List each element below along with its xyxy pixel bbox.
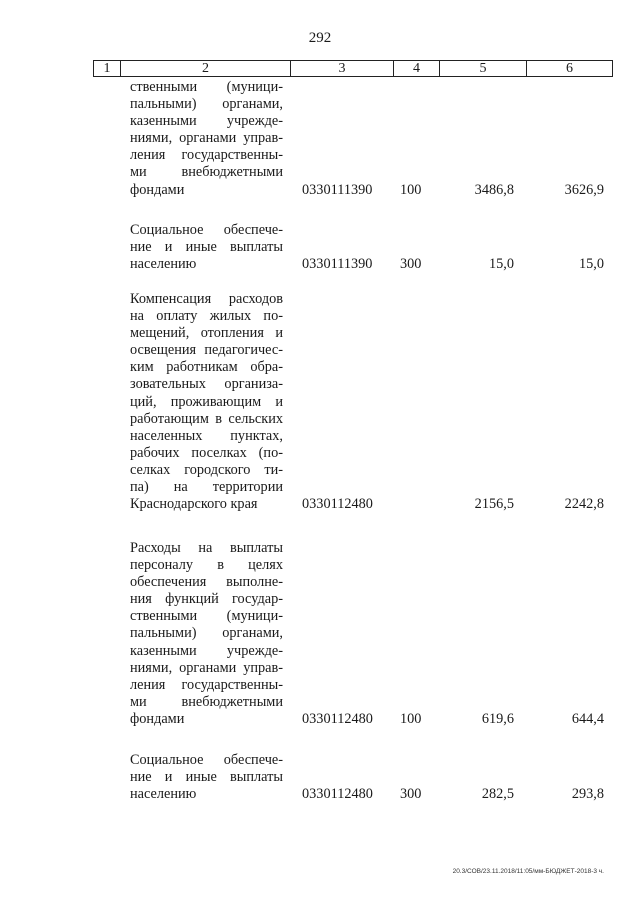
document-footer: 20.3/СОВ/23.11.2018/11:05/мм-БЮДЖЕТ-2018-3 ч.	[452, 868, 604, 875]
row-value-2019: 282,5	[481, 786, 514, 803]
row-description: Социальное обеспече- ние и иные выплаты населению	[130, 752, 283, 803]
row-value-2020: 3626,9	[564, 181, 604, 198]
row-value-2019: 15,0	[488, 256, 514, 273]
row-expense-type: 100	[400, 181, 422, 198]
row-value-2019: 3486,8	[474, 181, 514, 198]
row-code: 0330112480	[302, 496, 373, 513]
row-code: 0330111390	[302, 181, 373, 198]
column-header-1: 1	[94, 61, 121, 76]
row-code: 0330111390	[302, 256, 373, 273]
row-code: 0330112480	[302, 786, 373, 803]
row-value-2020: 293,8	[571, 786, 604, 803]
page-number: 292	[308, 30, 332, 46]
row-description: Социальное обеспече- ние и иные выплаты населению	[130, 222, 283, 273]
row-description: ственными (муници- пальными) органами, казенными учрежде- ниями, органами управ- ления государственны- ми внебюджетными фондами	[130, 79, 283, 198]
row-code: 0330112480	[302, 711, 373, 727]
column-header-4: 4	[394, 61, 440, 76]
row-value-2019: 619,6	[481, 711, 514, 727]
column-header-6: 6	[566, 61, 573, 76]
row-expense-type: 300	[400, 786, 422, 803]
row-value-2020: 644,4	[571, 711, 604, 727]
row-value-2020: 15,0	[578, 256, 604, 273]
row-description: Компенсация расходов на оплату жилых по- мещений, отопления и освещения педагогичес- ким работникам обра- зовательных организа- ций, проживающим и работающим в сельских населенных пунктах, рабочих поселках (по- селках городского ти- па) на территории Краснодарского края	[130, 291, 283, 513]
column-number-header	[93, 60, 613, 77]
column-header-5: 5	[440, 61, 527, 76]
row-value-2020: 2242,8	[564, 496, 604, 513]
row-value-2019: 2156,5	[474, 496, 514, 513]
row-expense-type: 300	[400, 256, 422, 273]
row-expense-type: 100	[400, 711, 422, 727]
column-header-2: 2	[121, 61, 291, 76]
row-description: Расходы на выплаты персоналу в целях обеспечения выполне- ния функций государ- ственными (муници- пальными) органами, казенными учрежде- ниями, органами управ- ления государственны- ми внебюджетными фондами	[130, 540, 283, 727]
column-header-3: 3	[291, 61, 394, 76]
